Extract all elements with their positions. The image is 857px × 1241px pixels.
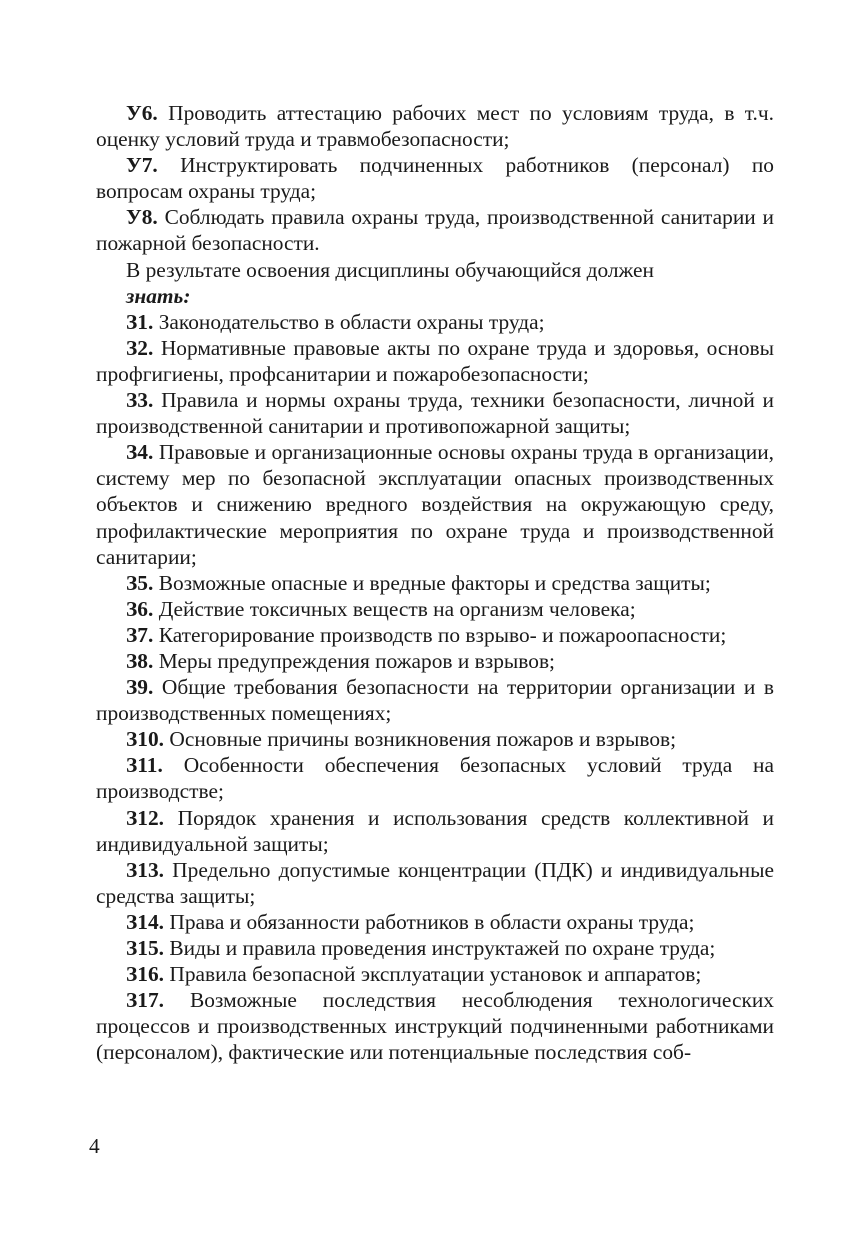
item-code: З6.	[126, 596, 154, 621]
item-code: З10.	[126, 727, 165, 752]
knowledge-item	[96, 857, 774, 909]
item-text: Действие токсичных веществ на организм человека;	[158, 596, 636, 621]
item-text: Предельно допустимые концентрации (ПДК) и индивидуальные средства защиты;	[96, 857, 774, 908]
skill-item	[96, 204, 774, 256]
item-code: З15.	[126, 936, 165, 960]
page-number: 4	[89, 1134, 100, 1158]
item-text: Виды и правила проведения инструктажей по охране труда;	[169, 936, 716, 960]
knowledge-item	[96, 987, 774, 1065]
item-code: З11.	[126, 753, 163, 778]
item-code: З12.	[126, 805, 165, 830]
knowledge-item	[96, 387, 774, 439]
item-text: Возможные опасные и вредные факторы и средства защиты;	[158, 570, 711, 595]
item-code: З7.	[126, 622, 154, 647]
knowledge-item	[96, 752, 774, 804]
item-text: Проводить аттестацию рабочих мест по условиям труда, в т.ч. оценку условий труда и травмобезопасности;	[96, 101, 774, 152]
skill-item	[96, 100, 774, 152]
knowledge-item	[96, 596, 774, 622]
item-code: З13.	[126, 857, 165, 882]
item-code: З5.	[126, 570, 154, 595]
knowledge-item	[96, 309, 774, 335]
item-text: Особенности обеспечения безопасных условий труда на производстве;	[96, 753, 774, 804]
page-body	[96, 100, 774, 1065]
item-text: Основные причины возникновения пожаров и взрывов;	[169, 727, 677, 752]
know-heading: знать:	[126, 283, 191, 308]
item-code: З2.	[126, 335, 154, 360]
item-code: З4.	[126, 440, 154, 465]
item-code: У8.	[126, 205, 158, 230]
item-code: З3.	[126, 388, 154, 413]
item-text: Категорирование производств по взрыво- и пожароопасности;	[158, 622, 727, 647]
knowledge-item	[96, 674, 774, 726]
knowledge-item	[96, 726, 774, 752]
item-text: Порядок хранения и использования средств коллективной и индивидуальной защиты;	[96, 805, 774, 856]
item-text: Общие требования безопасности на территории организации и в производственных помещениях;	[96, 675, 774, 726]
item-text: Правила и нормы охраны труда, техники безопасности, личной и производственной санитарии и противопожарной защиты;	[96, 388, 774, 439]
item-code: У6.	[126, 101, 158, 125]
intro-sentence: В результате освоения дисциплины обучающийся должен	[126, 257, 654, 282]
item-text: Соблюдать правила охраны труда, производственной санитарии и пожарной безопасности.	[96, 205, 774, 256]
skill-item	[96, 152, 774, 204]
item-code: З17.	[126, 988, 165, 1013]
knowledge-item	[96, 335, 774, 387]
item-text: Законодательство в области охраны труда;	[158, 309, 545, 334]
knowledge-item	[96, 961, 774, 987]
item-text: Возможные последствия несоблюдения технологических процессов и производственных инструкций подчиненными работниками (персоналом), фактические или потенциальные последствия соб-	[96, 988, 774, 1065]
item-code: З1.	[126, 309, 154, 334]
knowledge-item	[96, 439, 774, 569]
knowledge-item	[96, 935, 774, 961]
item-text: Инструктировать подчиненных работников (персонал) по вопросам охраны труда;	[96, 153, 774, 204]
item-code: У7.	[126, 153, 158, 178]
item-code: З8.	[126, 648, 154, 673]
knowledge-item	[96, 570, 774, 596]
item-text: Права и обязанности работников в области охраны труда;	[169, 909, 695, 934]
item-text: Правила безопасной эксплуатации установок и аппаратов;	[169, 962, 702, 987]
item-text: Нормативные правовые акты по охране труда и здоровья, основы профгигиены, профсанитарии и пожаробезопасности;	[96, 335, 774, 386]
item-code: З16.	[126, 962, 165, 987]
item-code: З9.	[126, 675, 154, 700]
knowledge-item	[96, 648, 774, 674]
item-code: З14.	[126, 909, 165, 934]
knowledge-item	[96, 805, 774, 857]
item-text: Правовые и организационные основы охраны труда в организации, систему мер по безопасной эксплуатации опасных производственных объектов и снижению вредного воздействия на окружающую среду, профилактические мероприятия по охране труда и производственной санитарии;	[96, 440, 774, 569]
knowledge-item	[96, 622, 774, 648]
item-text: Меры предупреждения пожаров и взрывов;	[158, 648, 555, 673]
knowledge-item	[96, 909, 774, 935]
